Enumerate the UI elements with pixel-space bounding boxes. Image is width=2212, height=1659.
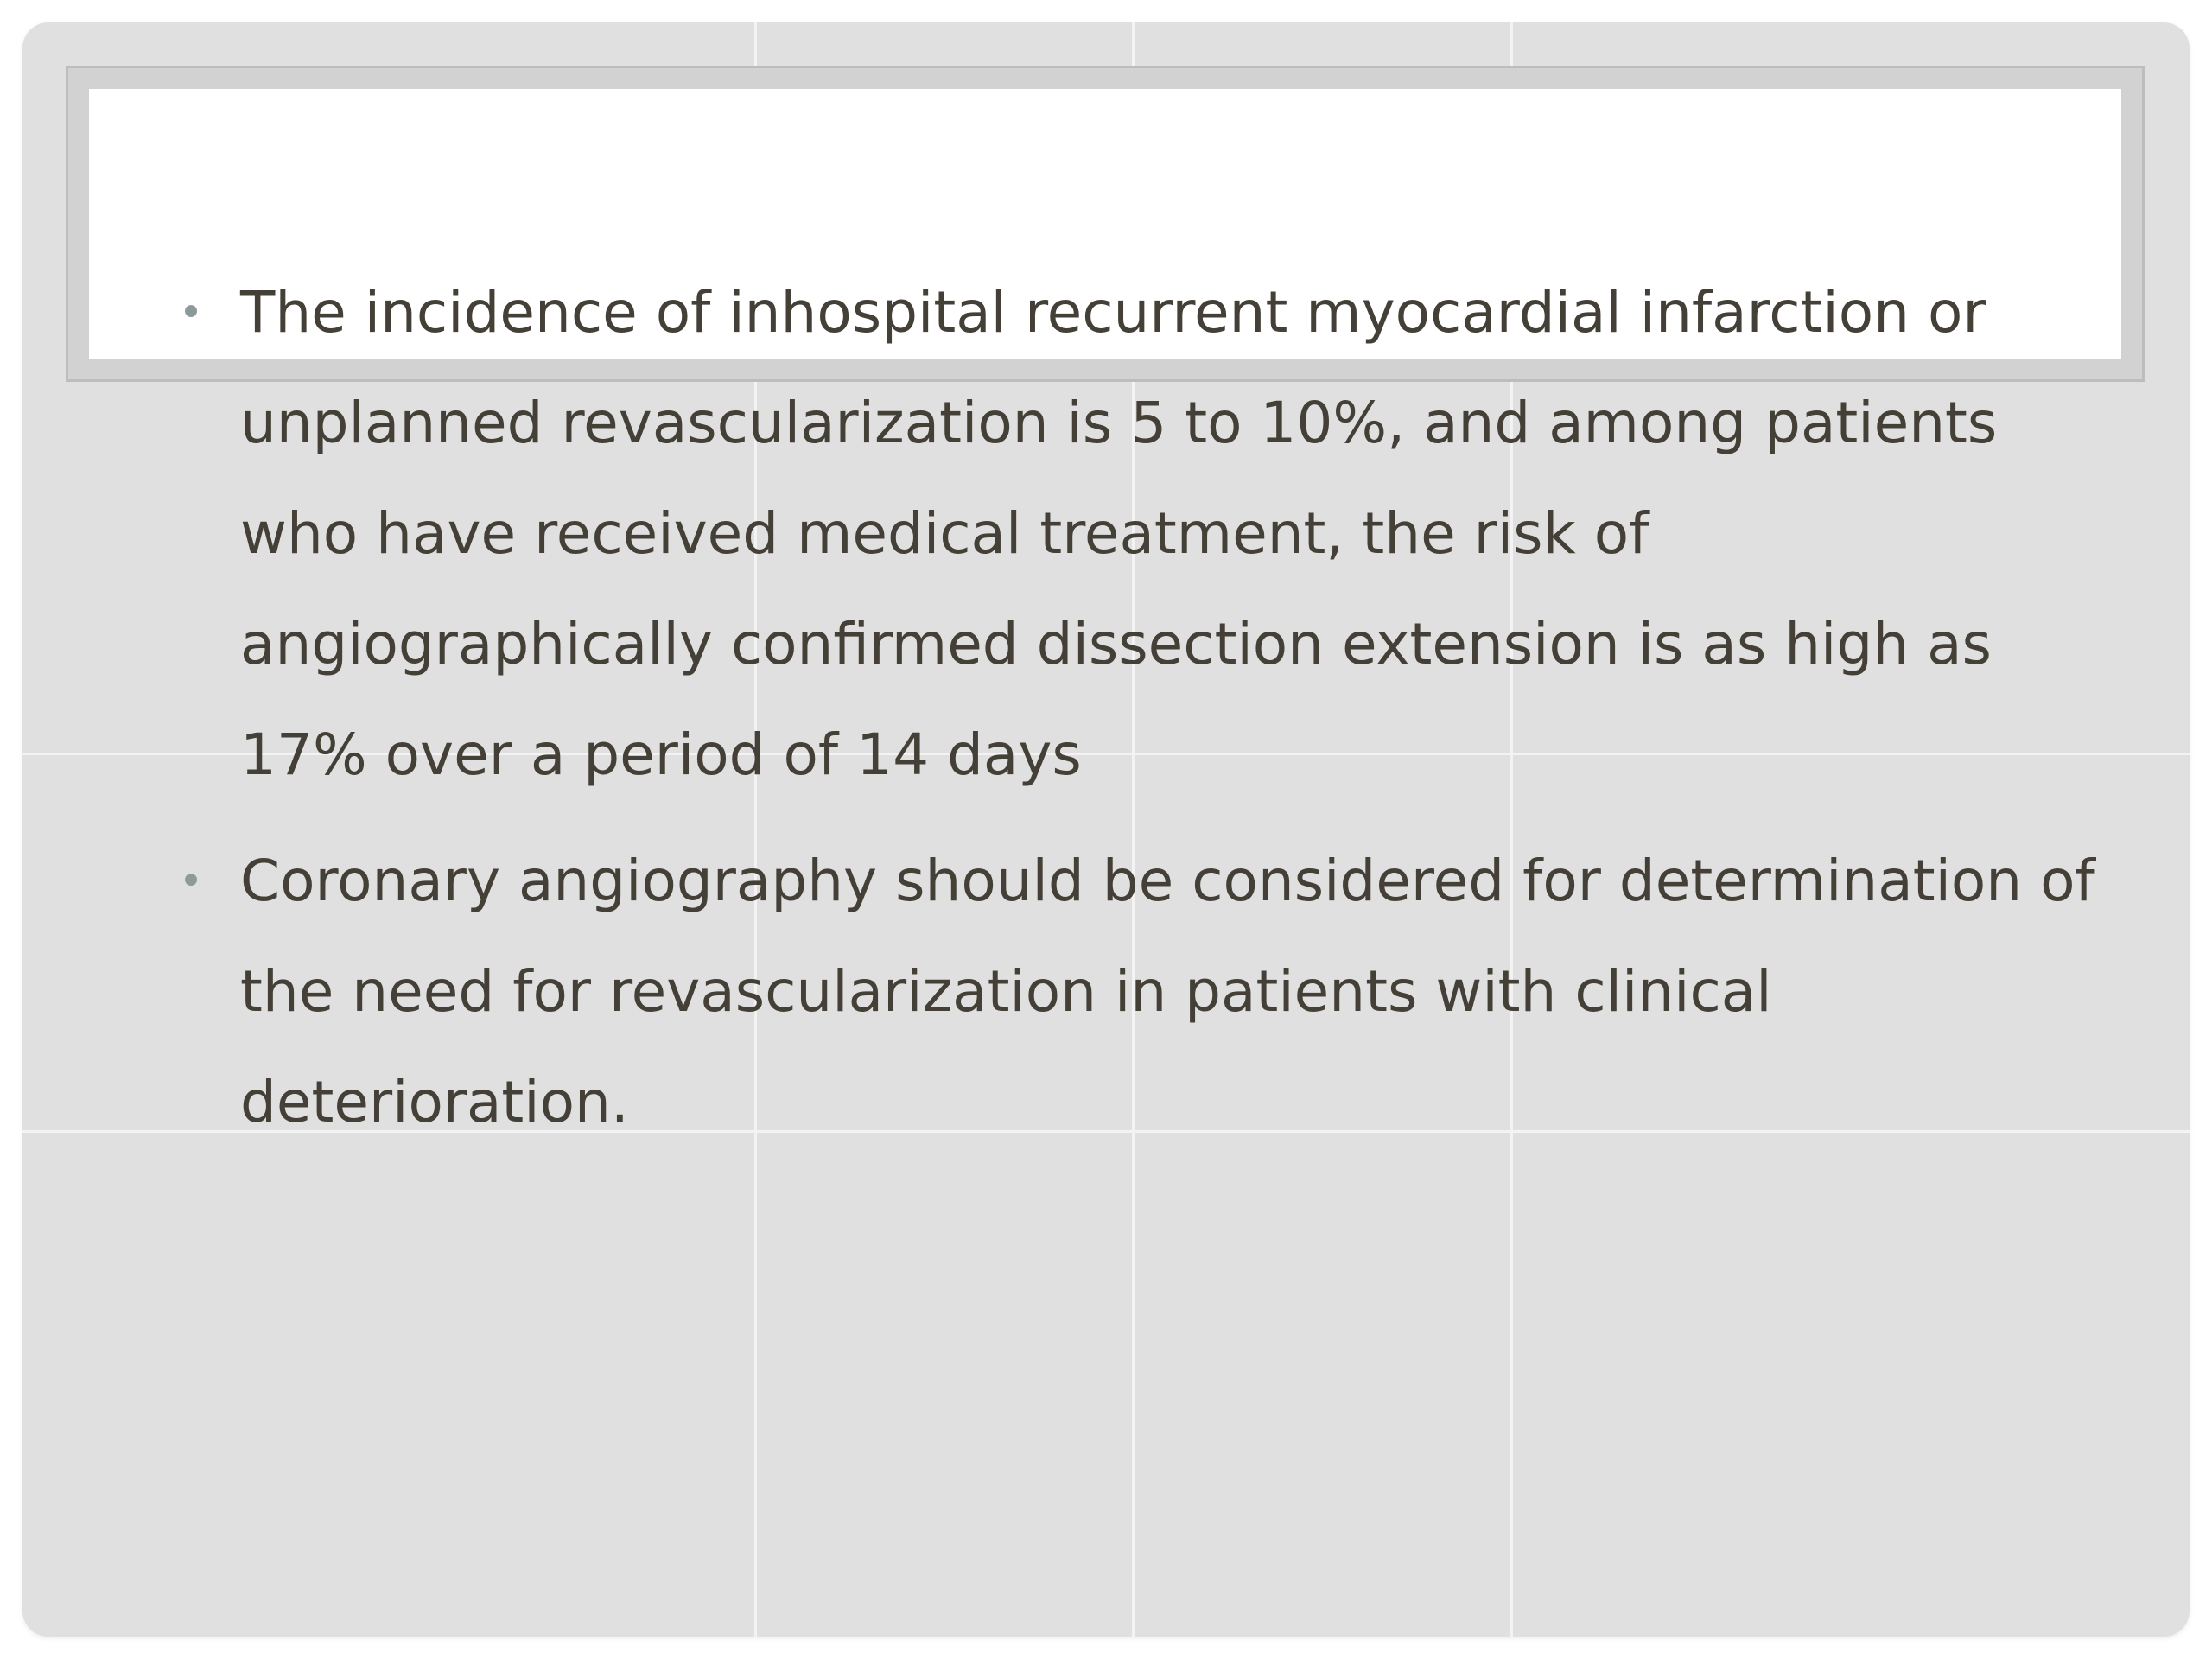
slide bbox=[22, 22, 2190, 1637]
bullet-text: The incidence of inhospital recurrent myocardial infarction or unplanned revascularization is 5 to 10%, and among patients who have received medical treatment, the risk of angiographically confirmed dissection extension is as high as 17% over a period of 14 days bbox=[240, 279, 1998, 788]
bullet-item bbox=[161, 257, 2113, 810]
bullet-list[interactable] bbox=[161, 257, 2113, 1173]
bullet-item bbox=[161, 826, 2113, 1158]
bullet-text: Coronary angiography should be considered for determination of the need for revascularization in patients with clinical deterioration. bbox=[240, 848, 2095, 1135]
bullet-marker: • bbox=[178, 857, 204, 906]
bullet-marker: • bbox=[178, 289, 204, 337]
